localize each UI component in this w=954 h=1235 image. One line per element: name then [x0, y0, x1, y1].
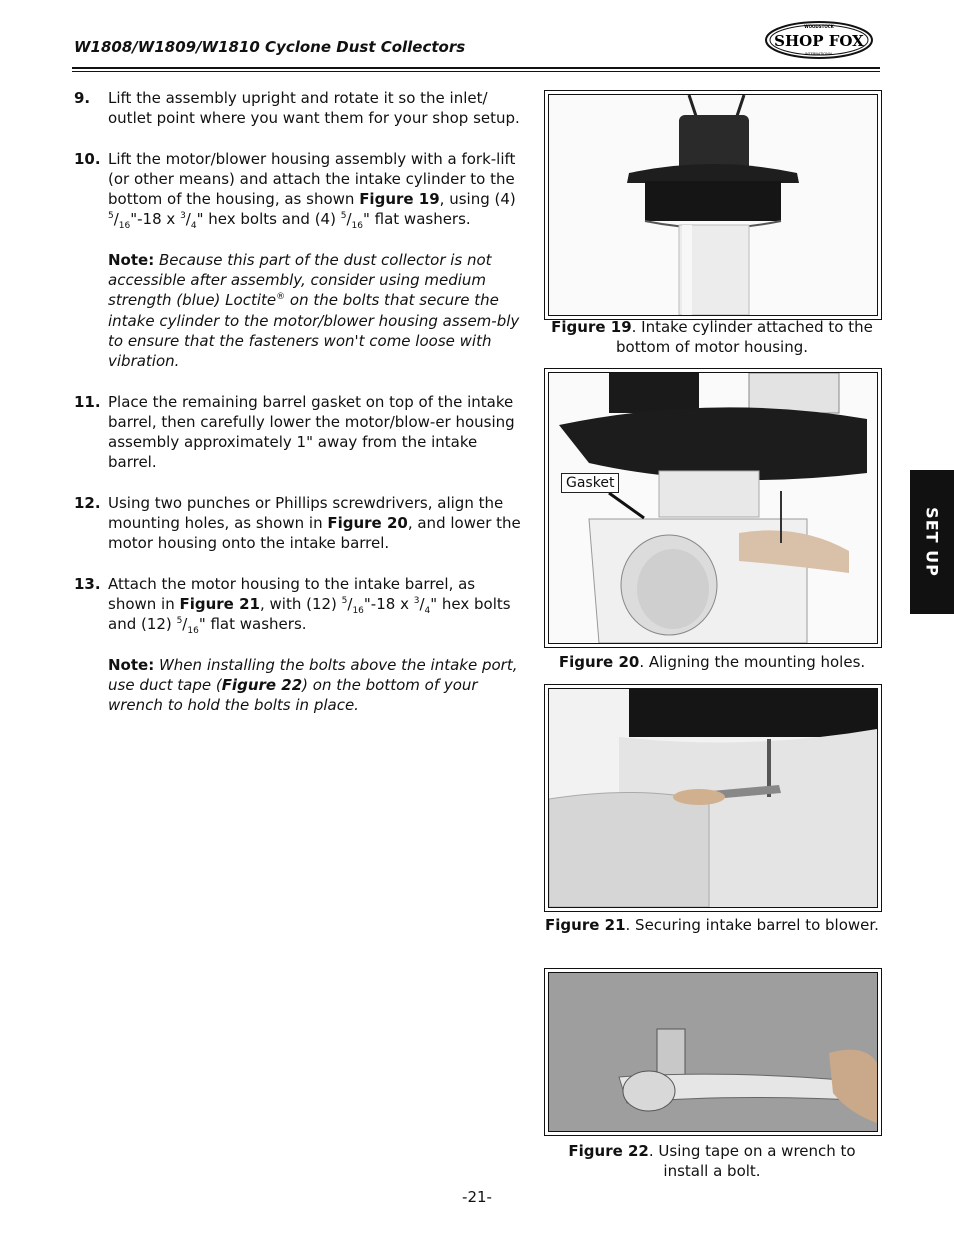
svg-text:SHOP FOX: SHOP FOX	[774, 32, 864, 50]
step-text: Using two punches or Phillips screwdrivers, align the mounting holes, as shown in Figure 20, and lower the motor housing onto the intake barrel.	[108, 493, 521, 553]
figure-21-photo	[544, 684, 882, 912]
figure-20-caption: Figure 20. Aligning the mounting holes.	[558, 653, 866, 671]
page-number: -21-	[462, 1188, 492, 1206]
section-tab-set-up: SET UP	[910, 470, 954, 614]
step-9: 9. Lift the assembly upright and rotate it so the inlet/ outlet point where you want them for your shop setup.	[74, 88, 524, 129]
gasket-callout: Gasket	[561, 473, 619, 493]
svg-text:WOODSTOCK: WOODSTOCK	[804, 24, 834, 29]
note: Note: Because this part of the dust collector is not accessible after assembly, consider using medium strength (blue) Loctite® on the bolts that secure the intake cylinder to the motor/blower housing assem-bly to ensure that the fasteners won't come loose with vibration.	[108, 250, 520, 371]
figure-22-caption: Figure 22. Using tape on a wrench to install a bolt.	[568, 1142, 856, 1180]
header-rule	[72, 67, 880, 69]
header-rule-thin	[72, 71, 880, 72]
step-12: 12. Using two punches or Phillips screwdrivers, align the mounting holes, as shown in Figure 20, and lower the motor housing onto the intake barrel.	[74, 493, 524, 554]
step-text: Lift the motor/blower housing assembly with a fork-lift (or other means) and attach the intake cylinder to the bottom of the housing, as shown Figure 19, using (4) $^5/_{16}"-18$ x $^3/_4$" hex bolts and (4) $^5/_{16}$" flat washers.	[108, 149, 516, 232]
step-13: 13. Attach the motor housing to the intake barrel, as shown in Figure 21, with (12) $^5/_{16}"-18$ x $^3/_4$" hex bolts and (12) $^5/_{16}$" flat washers. Note: When installing the bolts above the intake port, use duct tape (Figure 22) on the bottom of your wrench to hold the bolts in place.	[74, 574, 524, 716]
step-text: Attach the motor housing to the intake barrel, as shown in Figure 21, with (12) $^5/_{16}"-18$ x $^3/_4$" hex bolts and (12) $^5/_{16}$" flat washers.	[108, 574, 511, 637]
document-title: W1808/W1809/W1810 Cyclone Dust Collectors	[74, 38, 466, 56]
svg-text:INTERNATIONAL: INTERNATIONAL	[804, 52, 834, 56]
figure-21-caption: Figure 21. Securing intake barrel to blower.	[545, 916, 879, 934]
figure-20-photo	[544, 368, 882, 648]
figure-19-caption: Figure 19. Intake cylinder attached to the bottom of motor housing.	[551, 318, 873, 356]
figure-ref: Figure 19	[359, 190, 440, 209]
shop-fox-logo	[764, 20, 874, 60]
step-11: 11. Place the remaining barrel gasket on top of the intake barrel, then carefully lower the motor/blow-er housing assembly approximately 1" away from the intake barrel.	[74, 392, 524, 473]
instruction-steps	[74, 88, 524, 735]
note: Note: When installing the bolts above the intake port, use duct tape (Figure 22) on the bottom of your wrench to hold the bolts in place.	[108, 655, 518, 715]
figure-22-photo	[544, 968, 882, 1136]
figure-19-photo	[544, 90, 882, 320]
figure-ref: Figure 21	[179, 594, 260, 613]
step-text: Lift the assembly upright and rotate it so the inlet/ outlet point where you want them for your shop setup.	[108, 89, 520, 128]
figure-ref: Figure 20	[327, 514, 408, 533]
step-text: Place the remaining barrel gasket on top of the intake barrel, then carefully lower the motor/blow-er housing assembly approximately 1" away from the intake barrel.	[108, 392, 515, 472]
step-10: 10. Lift the motor/blower housing assembly with a fork-lift (or other means) and attach the intake cylinder to the bottom of the housing, as shown Figure 19, using (4) $^5/_{16}"-18$ x $^3/_4$" hex bolts and (4) $^5/_{16}$" flat washers. Note: Because this part of the dust collector is not accessible after assembly, consider using medium strength (blue) Loctite® on the bolts that secure the intake cylinder to the motor/blower housing assem-bly to ensure that the fasteners won't come loose with vibration.	[74, 149, 524, 372]
